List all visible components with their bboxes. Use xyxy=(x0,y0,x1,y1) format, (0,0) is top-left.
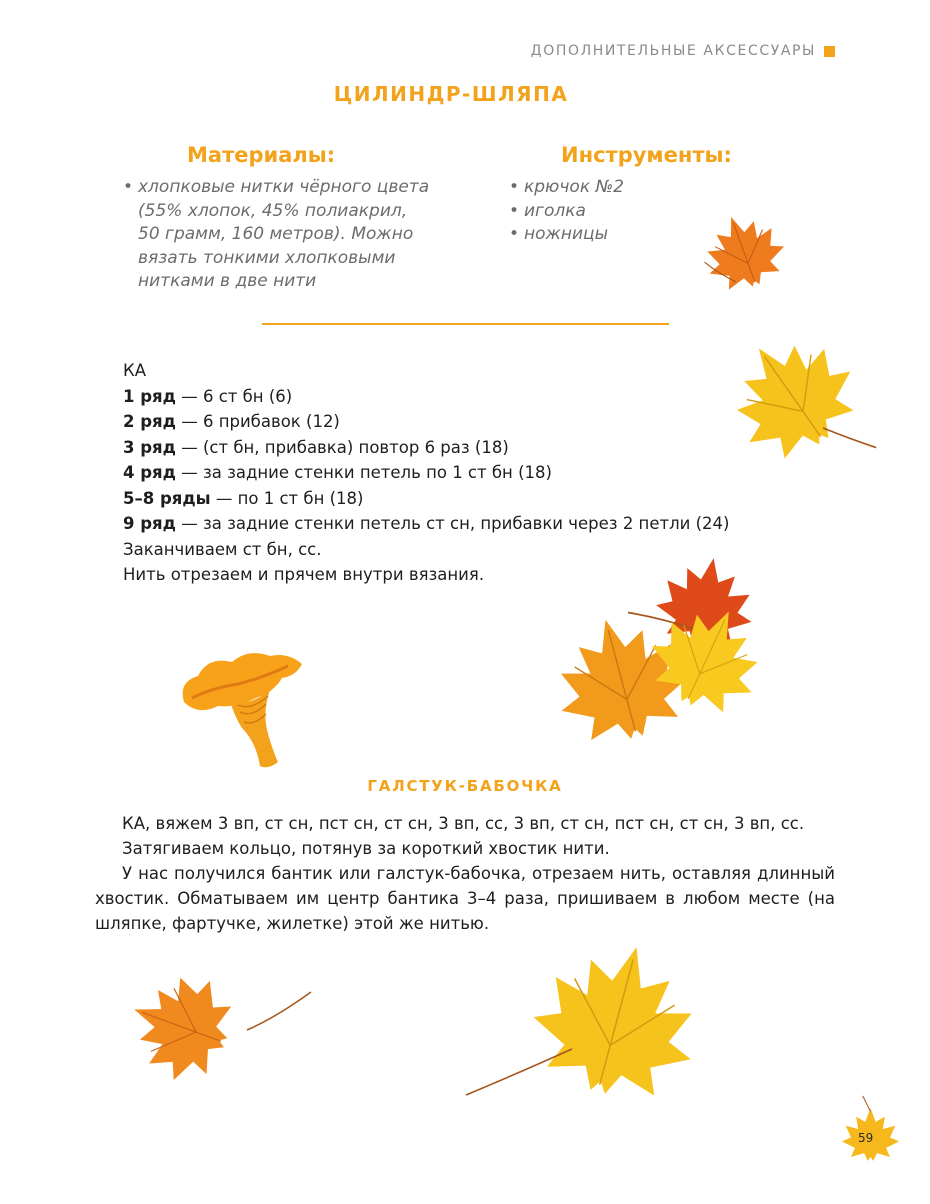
section-title: ДОПОЛНИТЕЛЬНЫЕ АКСЕССУАРЫ xyxy=(530,43,816,59)
materials-line: 50 грамм, 160 метров). Можно xyxy=(138,224,414,244)
row-text: — 6 ст бн (6) xyxy=(175,386,293,406)
pattern-line xyxy=(123,409,730,435)
section-divider xyxy=(262,323,669,325)
pattern-line xyxy=(123,358,730,384)
row-text: Заканчиваем ст бн, сс. xyxy=(123,539,322,559)
maple-leaf-icon xyxy=(640,600,770,725)
pattern-line xyxy=(123,460,730,486)
pattern-line xyxy=(123,511,730,537)
running-header xyxy=(531,43,835,59)
mushroom-icon xyxy=(178,642,306,772)
leaf-stem xyxy=(466,1049,572,1095)
row-text: КА xyxy=(123,361,147,380)
pattern-line xyxy=(123,435,730,461)
leaf-stem xyxy=(863,1096,871,1112)
row-label: 1 ряд xyxy=(123,386,176,406)
materials-line: хлопковые нитки чёрного цвета xyxy=(138,177,430,197)
pattern-line xyxy=(123,562,730,588)
bow-title: ГАЛСТУК-БАБОЧКА xyxy=(367,777,563,795)
bow-paragraph: У нас получился бантик или галстук-бабочка, отрезаем нить, оставляя длинный хвостик. Обматываем им центр бантика 3–4 раза, пришиваем в любом месте (на шляпке, фартучке, жилетке) этой же нитью. xyxy=(95,864,835,933)
bow-instructions xyxy=(95,811,835,936)
row-label: 9 ряд xyxy=(123,514,176,533)
row-text: — (ст бн, прибавка) повтор 6 раз (18) xyxy=(175,437,509,457)
row-label: 5–8 ряды xyxy=(123,488,211,508)
row-text: Нить отрезаем и прячем внутри вязания. xyxy=(123,565,485,584)
pattern-line xyxy=(123,384,730,410)
tools-item: • ножницы xyxy=(509,223,709,247)
section-marker-square xyxy=(824,46,835,57)
tools-heading: Инструменты: xyxy=(561,143,732,167)
leaf-stem xyxy=(247,992,311,1030)
maple-leaf-icon xyxy=(115,968,255,1088)
tools-list xyxy=(509,176,709,247)
materials-list xyxy=(123,176,453,294)
maple-leaf-icon xyxy=(700,210,790,300)
bow-paragraph: КА, вяжем 3 вп, ст сн, пст сн, ст сн, 3 вп, сс, 3 вп, ст сн, пст сн, ст сн, 3 вп, сс. xyxy=(122,814,805,833)
leaf-stem-icon xyxy=(245,988,315,1033)
page-number: 59 xyxy=(858,1131,874,1145)
row-label: 2 ряд xyxy=(123,412,176,431)
tools-item: • иголка xyxy=(509,200,709,224)
maple-leaf-icon xyxy=(725,330,865,470)
row-text: — за задние стенки петель по 1 ст бн (18) xyxy=(175,463,552,482)
hat-pattern xyxy=(123,358,730,588)
materials-line: нитками в две нити xyxy=(138,271,317,291)
pattern-line xyxy=(123,537,730,563)
pattern-line xyxy=(123,486,730,512)
row-label: 3 ряд xyxy=(123,437,176,457)
tools-item: • крючок №2 xyxy=(509,176,709,200)
materials-line: вязать тонкими хлопковыми xyxy=(138,247,396,268)
bow-paragraph: Затягиваем кольцо, потянув за короткий хвостик нити. xyxy=(122,839,610,858)
row-text: — по 1 ст бн (18) xyxy=(210,488,364,508)
materials-item xyxy=(123,176,453,294)
materials-heading: Материалы: xyxy=(187,143,336,167)
leaf-stem-icon xyxy=(464,1045,574,1097)
leaf-stem xyxy=(823,428,876,448)
row-label: 4 ряд xyxy=(123,463,176,482)
row-text: — 6 прибавок (12) xyxy=(175,412,340,431)
hat-title: ЦИЛИНДР-ШЛЯПА xyxy=(333,82,569,106)
materials-line: (55% хлопок, 45% полиакрил, xyxy=(138,200,408,221)
row-text: — за задние стенки петель ст сн, прибавки через 2 петли (24) xyxy=(175,514,730,533)
